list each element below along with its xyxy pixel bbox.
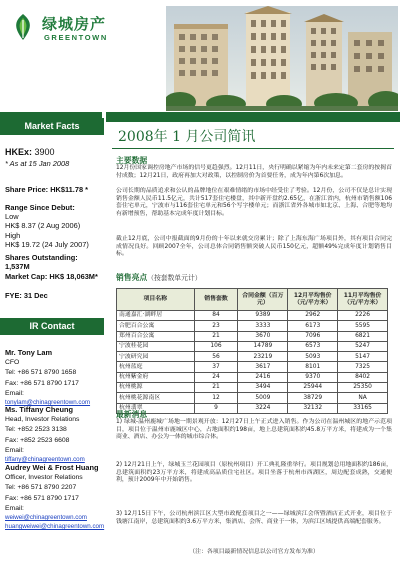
fye-text: FYE: 31 Dec (5, 291, 48, 300)
contact-name: Audrey Wei & Frost Huang (5, 463, 99, 472)
table-cell: 25350 (338, 383, 388, 393)
contact-title: Officer, Investor Relations (5, 474, 83, 482)
table-cell: 南通嘉汇·湖畔居 (117, 311, 195, 321)
table-cell: 25944 (288, 383, 338, 393)
news-heading: 最新消息 (116, 410, 148, 419)
title-rule (112, 148, 394, 149)
header-banner-photo (166, 6, 398, 111)
range-since-debut (5, 203, 103, 249)
contact-email-link[interactable]: tiffany@chinagreentown.com (5, 456, 85, 464)
table-cell: 杭州桃花源南区 (117, 393, 195, 403)
contact-fax: Fax: +86 571 8790 1717 (5, 494, 79, 502)
table-cell: 宁波研究园 (117, 352, 195, 362)
table-cell: 37 (194, 362, 238, 372)
share-price-text: Share Price: HK$11.78 * (5, 185, 88, 194)
table-cell: 8101 (288, 362, 338, 372)
summary-paragraph-3: 截止12月底，公司中报截面的9月份的十年以来就交房累计；除了上海东海广场项目外，其有项目合同完成情况良好。回顾2007全年，公司总体合同销售额突破人民币150亿元，超额49%完成年度计划销售目标。 (116, 236, 392, 257)
news-paragraph-3: 3) 12月15日下午，公司杭州滨江区大型市政配套项目之一——绿城滨江会所暨酒店正式开业，项目位于钱塘江南岸，总建筑面积约3.6万平方米，集酒店、会所、商业于一体，为滨江区域提供高端配套服务。 (116, 511, 392, 525)
table-cell: 5009 (238, 393, 288, 403)
contact-tel: Tel: +852 2523 3138 (5, 426, 67, 434)
contact-email-label: Email: (5, 389, 24, 397)
table-row (117, 362, 388, 372)
col-header-amount: 合同金额（百万元） (238, 289, 288, 311)
table-row (117, 372, 388, 382)
ir-contact-heading: IR Contact (0, 318, 104, 335)
fiscal-year-end (5, 291, 103, 300)
table-cell: 合肥百合公寓 (117, 321, 195, 331)
summary-paragraph-2: 公司长期的品质追求和公认的品牌地位在艰难情绪的市场中经受住了考验。12月份，公司不仅是总计实现销售金额人民币11.5亿元，共计517套住宅楼盘，其中新开盘约2.65亿，在浙江省内，杭州市销售额106套住宅单元，宁波市与116套住宅单元和56个写字楼单元；而浙江省外各城市如北京、上海、合肥等地均有新增预售，帮助基本完成年度计划目标。 (116, 188, 392, 217)
contact-email-link-2[interactable]: huangweiwei@chinagreentown.com (5, 523, 105, 531)
greentown-logo-icon (8, 12, 38, 42)
table-cell: 6821 (338, 331, 388, 341)
news-paragraph-1: 1) 绿城-温州鹿城广场地一期景观开放：12月27日上午正式进入销售。作为公司在温州城区的地产示范项目，项目位于温州市鹿城区中心，占地面积约198亩，地上总建筑面积约45.8万平方米，将建成为一个集商业、酒店、办公为一体的城市综合体。 (116, 419, 392, 440)
table-cell: 38729 (288, 393, 338, 403)
contact-name: Mr. Tony Lam (5, 348, 53, 357)
contact-email-label: Email: (5, 504, 24, 512)
table-cell: 9 (194, 403, 238, 413)
table-row (117, 383, 388, 393)
table-cell: 23219 (238, 352, 288, 362)
table-cell: 3333 (238, 321, 288, 331)
table-row (117, 352, 388, 362)
table-cell: 5147 (338, 352, 388, 362)
shares-outstanding (5, 253, 103, 271)
table-cell: 56 (194, 352, 238, 362)
sales-unit: （按套数单元计） (147, 274, 202, 282)
market-cap (5, 272, 103, 281)
high-label: High (5, 230, 21, 240)
col-header-nov-price: 11月平均售价（元/平方米） (338, 289, 388, 311)
ticker-label: HKEx: (5, 147, 33, 157)
table-cell: 3617 (238, 362, 288, 372)
table-cell: 宁波桂花园 (117, 341, 195, 351)
table-cell: 杭州翡翠 (117, 403, 195, 413)
col-header-units: 销售套数 (194, 289, 238, 311)
contact-fax: Fax: +86 571 8790 1717 (5, 379, 79, 387)
market-cap-text: Market Cap: HK$ 18,063M* (5, 272, 98, 281)
news-footnote: （注：各项目最新情况信息以公司官方发布为准） (189, 549, 319, 555)
contact-email-link[interactable]: tonylam@chinagreentown.com (5, 399, 91, 407)
table-cell: 杭州蓝庭 (117, 362, 195, 372)
col-header-dec-price: 12月平均售价（元/平方米） (288, 289, 338, 311)
table-row (117, 321, 388, 331)
table-cell: 杭州桃源 (117, 383, 195, 393)
table-cell: 24 (194, 372, 238, 382)
page-title: 2008年 1 月公司简讯 (118, 129, 256, 145)
table-row (117, 341, 388, 351)
ticker (5, 147, 103, 158)
company-logo (8, 10, 158, 50)
table-cell: 14789 (238, 341, 288, 351)
table-header-row (117, 289, 388, 311)
table-cell: 杭州紫金府 (117, 372, 195, 382)
table-cell: NA (338, 393, 388, 403)
table-cell: 6573 (288, 341, 338, 351)
low-value: HK$ 8.37 (2 Aug 2006) (5, 221, 81, 231)
table-cell: 84 (194, 311, 238, 321)
table-cell: 33165 (338, 403, 388, 413)
contact-fax: Fax: +852 2523 6608 (5, 436, 70, 444)
brand-name-cn: 绿城房产 (42, 15, 107, 33)
col-header-project: 项目名称 (117, 289, 195, 311)
table-cell: 23 (194, 321, 238, 331)
contact-title: Head, Investor Relations (5, 416, 80, 424)
contact-title: CFO (5, 359, 20, 367)
brand-name-en: GREENTOWN (44, 33, 108, 42)
ticker-value: 3900 (34, 147, 55, 157)
contact-tel: Tel: +86 571 8790 2207 (5, 484, 77, 492)
table-cell: 5595 (338, 321, 388, 331)
table-row (117, 403, 388, 413)
table-cell: 21 (194, 331, 238, 341)
contact-audrey-frost (5, 463, 103, 531)
table-cell: 郑州百合公寓 (117, 331, 195, 341)
range-label: Range Since Debut: (5, 203, 75, 212)
contact-name: Ms. Tiffany Cheung (5, 405, 74, 414)
table-cell: 12 (194, 393, 238, 403)
as-of-date: * As at 15 Jan 2008 (5, 159, 70, 168)
contact-email-link[interactable]: weiwei@chinagreentown.com (5, 514, 87, 522)
table-row (117, 331, 388, 341)
summary-heading: 主要数据 (116, 156, 148, 165)
sales-heading (116, 272, 202, 283)
contact-tel: Tel: +86 571 8790 1658 (5, 369, 77, 377)
sales-heading-text: 销售亮点 (116, 273, 148, 282)
table-cell: 32132 (288, 403, 338, 413)
sales-table (116, 288, 388, 414)
contact-tiffany-cheung (5, 405, 103, 464)
contact-tony-lam (5, 348, 103, 407)
table-cell: 2226 (338, 311, 388, 321)
table-cell: 5247 (338, 341, 388, 351)
share-price (5, 185, 103, 194)
table-cell: 106 (194, 341, 238, 351)
table-cell: 3224 (238, 403, 288, 413)
table-cell: 5093 (288, 352, 338, 362)
table-cell: 2416 (238, 372, 288, 382)
table-row (117, 393, 388, 403)
table-row (117, 311, 388, 321)
shares-outstanding-text: Shares Outstanding: 1,537M (5, 253, 78, 272)
table-cell: 3670 (238, 331, 288, 341)
news-paragraph-2: 2) 12月21日上午，绿城玉兰花园项目（原杭州项目）开工典礼隆重举行。项目规划总用地面积约186亩，总建筑面积约23万平方米，将建成高品质住宅社区。项目坐落于杭州市西湖区，周边配套成熟，交通便利，预计2009年中开始销售。 (116, 462, 392, 483)
summary-paragraph-1: 12月份国家调控房地产市场的信号更趋强烈。12月11日，央行明确以紧缩为年内未来定第二套房的按揭首付成数；12月21日，政府再加大对政策，以控制房价为首要任务，成为年内第6次加息。 (116, 165, 392, 179)
high-value: HK$ 19.72 (24 July 2007) (5, 239, 89, 249)
table-cell: 7325 (338, 362, 388, 372)
table-cell: 2962 (288, 311, 338, 321)
table-cell: 8402 (338, 372, 388, 382)
market-facts-heading: Market Facts (0, 118, 104, 135)
table-cell: 9370 (288, 372, 338, 382)
table-cell: 3494 (238, 383, 288, 393)
contact-email-label: Email: (5, 446, 24, 454)
low-label: Low (5, 212, 19, 222)
table-cell: 6173 (288, 321, 338, 331)
table-cell: 7096 (288, 331, 338, 341)
table-cell: 21 (194, 383, 238, 393)
table-cell: 9389 (238, 311, 288, 321)
